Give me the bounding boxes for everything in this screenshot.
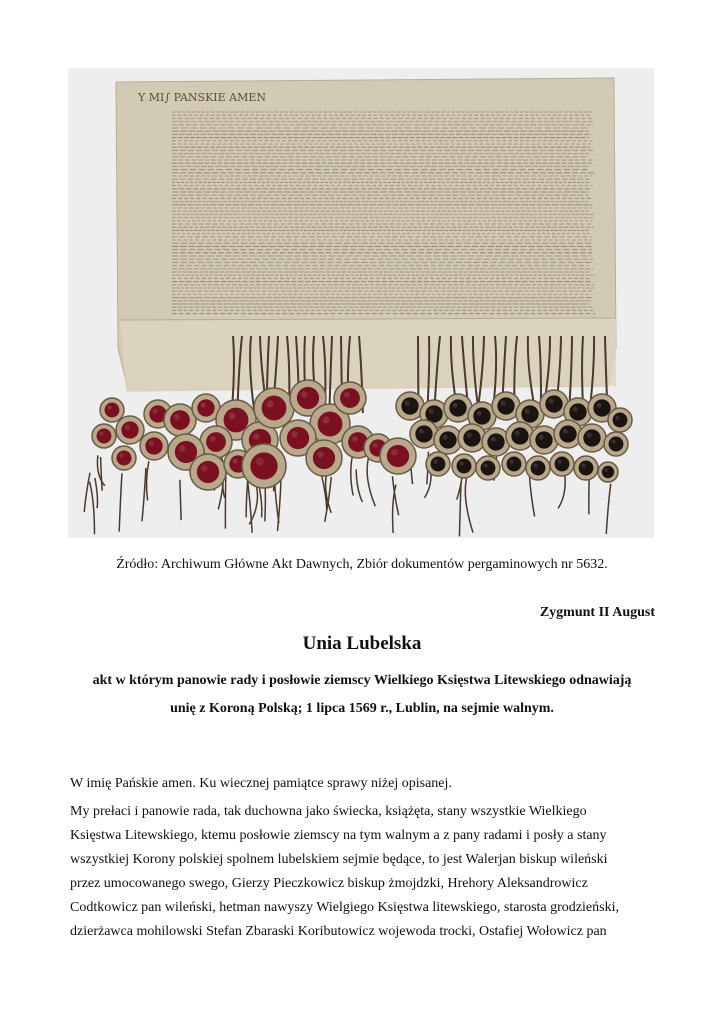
parchment-with-seals-image — [68, 68, 654, 538]
paragraph — [70, 800, 654, 944]
author-name: Zygmunt II August — [539, 605, 655, 620]
text-line: My prełaci i panowie rada, tak duchowna jako świecka, książęta, stany wszystkie Wielkiego — [70, 804, 587, 819]
text-line: Codtkowicz pan wileński, hetman nawyszy Wielgiego Księstwa litewskiego, starosta grodzieński, — [70, 900, 619, 915]
document-photo — [68, 68, 654, 538]
text-line: Księstwa Litewskiego, ktemu posłowie ziemscy na tym walnym a z pany radami i posły a stany — [70, 828, 607, 843]
image-caption: Źródło: Archiwum Główne Akt Dawnych, Zbiór dokumentów pergaminowych nr 5632. — [116, 557, 608, 572]
text-line: przez umocowanego swego, Gierzy Pieczkowicz biskup żmojdzki, Hrehory Aleksandrowicz — [70, 876, 588, 891]
text-line: wszystkiej Korony polskiej spolnem lubelskiem sejmie będące, to jest Walerjan biskup wileński — [70, 852, 608, 867]
document-title: Unia Lubelska — [302, 633, 422, 654]
document-subtitle — [70, 667, 654, 723]
document-body — [70, 772, 654, 948]
subtitle-line: unię z Koroną Polską; 1 lipca 1569 r., Lublin, na sejmie walnym. — [170, 701, 554, 716]
parchment-heading: Y MI∫ PANSKIE AMEN — [138, 91, 267, 104]
subtitle-line: akt w którym panowie rady i posłowie ziemscy Wielkiego Księstwa Litewskiego odnawiają — [92, 673, 632, 688]
paragraph: W imię Pańskie amen. Ku wiecznej pamiątce sprawy niżej opisanej. — [70, 776, 452, 791]
text-line: dzierżawca mohilowski Stefan Zbaraski Koributowicz wojewoda trocki, Ostafiej Wołowicz pan — [70, 924, 607, 939]
